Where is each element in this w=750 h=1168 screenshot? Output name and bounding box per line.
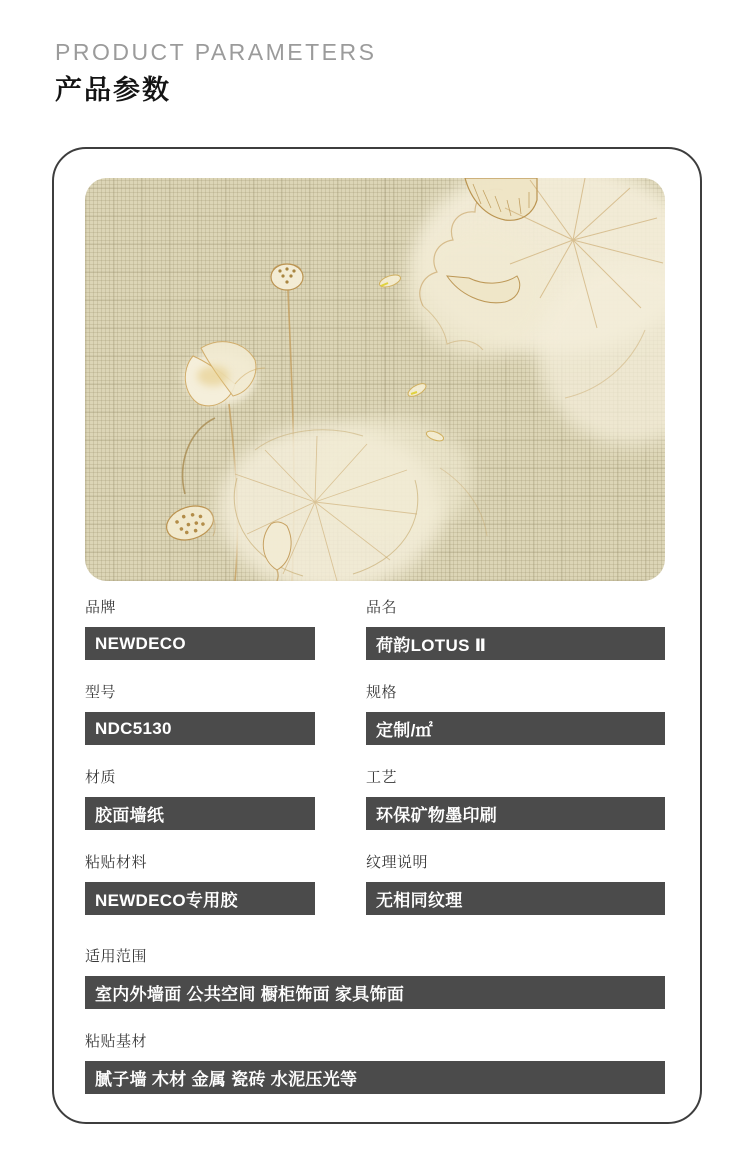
param-label: 品牌 xyxy=(85,599,117,616)
param-value: NDC5130 xyxy=(95,718,172,738)
param-field-product-name xyxy=(366,596,665,660)
dried-seedpod xyxy=(162,418,218,546)
param-value-bar xyxy=(366,797,665,830)
param-field-substrate xyxy=(85,1030,665,1094)
param-value-bar xyxy=(366,712,665,745)
param-row xyxy=(85,681,665,745)
param-label: 适用范围 xyxy=(85,948,148,965)
lotus-leaf-bottom xyxy=(218,416,487,581)
param-label: 工艺 xyxy=(366,769,398,786)
param-label: 型号 xyxy=(85,684,117,701)
param-value-bar xyxy=(85,712,315,745)
lotus-artwork-svg xyxy=(85,178,665,581)
param-value-bar xyxy=(85,882,315,915)
param-label: 品名 xyxy=(366,599,398,616)
lotus-leaves-top-right xyxy=(408,178,665,445)
param-field-scope xyxy=(85,945,665,1009)
param-value-bar xyxy=(366,882,665,915)
param-label: 材质 xyxy=(85,769,117,786)
param-field-material xyxy=(85,766,315,830)
param-field-adhesive xyxy=(85,851,315,915)
param-value: 腻子墙 木材 金属 瓷砖 水泥压光等 xyxy=(95,1070,358,1089)
param-value-bar xyxy=(85,976,665,1009)
param-field-brand xyxy=(85,596,315,660)
param-value: 胶面墙纸 xyxy=(95,806,165,825)
param-label: 规格 xyxy=(366,684,398,701)
param-value: 环保矿物墨印刷 xyxy=(376,806,498,825)
param-value: 定制/㎡ xyxy=(376,721,433,740)
param-row xyxy=(85,596,665,660)
param-row xyxy=(85,766,665,830)
param-value-bar xyxy=(85,1061,665,1094)
param-value: 无相同纹理 xyxy=(376,891,463,910)
param-label: 粘贴材料 xyxy=(85,854,148,871)
page-title-en: PRODUCT PARAMETERS xyxy=(55,39,377,65)
param-value: NEWDECO专用胶 xyxy=(95,891,238,910)
param-row xyxy=(85,851,665,915)
param-row xyxy=(85,945,665,1009)
param-value-bar xyxy=(85,797,315,830)
param-label: 纹理说明 xyxy=(366,854,429,871)
page-header xyxy=(55,40,376,107)
param-row xyxy=(85,1030,665,1094)
product-artwork xyxy=(85,178,665,581)
param-value: 荷韵LOTUS Ⅱ xyxy=(376,636,487,655)
param-value-bar xyxy=(366,627,665,660)
parameters-list xyxy=(85,596,665,1094)
param-label: 粘贴基材 xyxy=(85,1033,148,1050)
param-field-model xyxy=(85,681,315,745)
param-field-texture-note xyxy=(366,851,665,915)
param-value-bar xyxy=(85,627,315,660)
param-field-spec xyxy=(366,681,665,745)
param-value: NEWDECO xyxy=(95,633,186,653)
param-value: 室内外墙面 公共空间 橱柜饰面 家具饰面 xyxy=(95,985,405,1004)
page-title-cn: 产品参数 xyxy=(55,75,171,106)
param-field-craft xyxy=(366,766,665,830)
